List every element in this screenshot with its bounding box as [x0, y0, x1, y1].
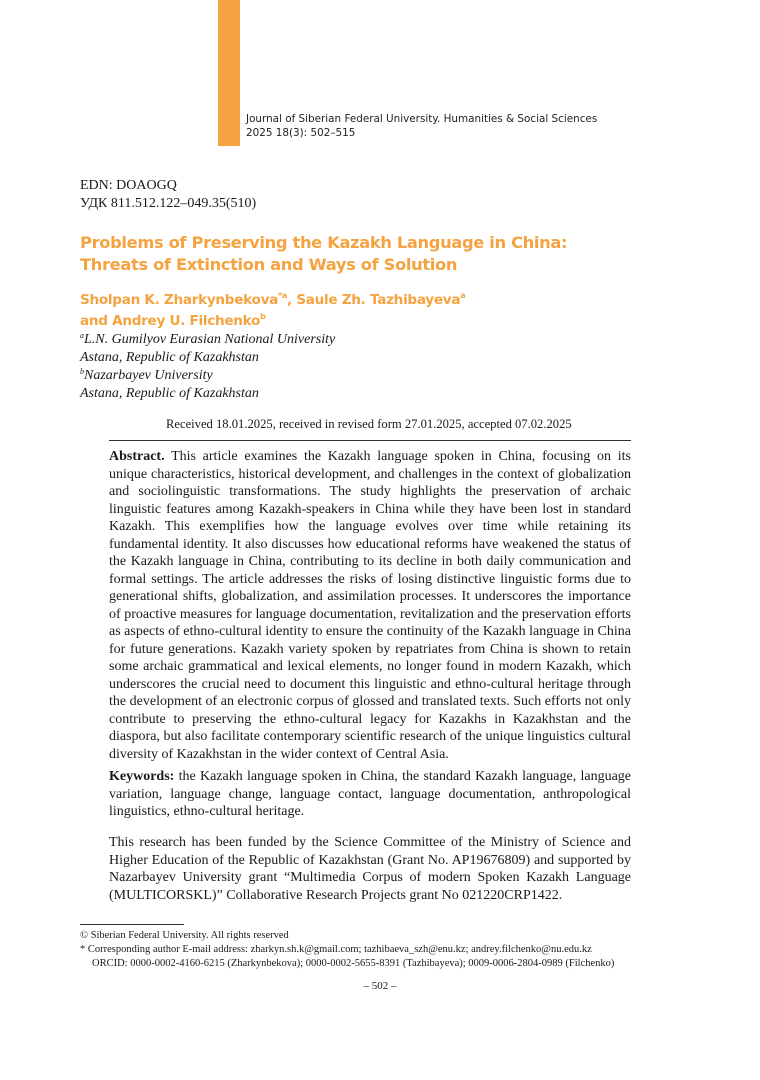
edn-code: EDN: DOAOGQ — [80, 178, 177, 193]
journal-header — [246, 112, 597, 140]
footnote-divider — [80, 924, 184, 925]
author-name: Sholpan K. Zharkynbekova — [80, 292, 279, 308]
author-list — [80, 290, 465, 332]
affiliation-name: $^a$L.N. Gumilyov Eurasian National University — [80, 331, 336, 347]
title-line-1: Problems of Preserving the Kazakh Language in China: — [80, 233, 568, 252]
affiliation-name: $^b$Nazarbayev University — [80, 367, 213, 383]
author-name: Saule Zh. Tazhibayeva — [296, 292, 461, 308]
journal-accent-bar — [218, 0, 240, 146]
authors-line-2 — [80, 311, 465, 332]
affiliation-mark: a — [460, 291, 466, 300]
abstract-divider — [109, 440, 631, 441]
author-name: and Andrey U. Filchenko — [80, 313, 261, 329]
keywords-text: the Kazakh language spoken in China, the standard Kazakh language, language variation, language change, language contact, language documentation, anthropological linguistics, ethno-cultural heritage. — [109, 769, 631, 819]
udk-code: УДК 811.512.122–049.35(510) — [80, 195, 257, 211]
copyright-note: © Siberian Federal University. All rights reserved — [80, 930, 289, 941]
abstract-label: Abstract. — [109, 449, 165, 464]
orcid-note: ORCID: 0000-0002-4160-6215 (Zharkynbekova); 0000-0002-5655-8391 (Tazhibayeva); 0009-0006-2804-0989 (Filchenko) — [92, 958, 615, 969]
received-dates: Received 18.01.2025, received in revised form 27.01.2025, accepted 07.02.2025 — [166, 417, 572, 431]
title-line-2: Threats of Extinction and Ways of Solution — [80, 255, 458, 274]
abstract-text: This article examines the Kazakh language spoken in China, focusing on its unique characteristics, historical development, and challenges in the context of globalization and sociolinguistic transformations. The study highlights the preservation of archaic linguistic features among Kazakh-speakers in China while they have been lost in standard Kazakh. This exemplifies how the language evolves over time while retaining its fundamental identity. It also discusses how educational reforms have weakened the status of the Kazakh language in China, contributing to its decline in both daily communication and formal settings. The article addresses the risks of losing distinctive linguistic forms due to generational shifts, globalization, and assimilation processes. It underscores the importance of proactive measures for language documentation, revitalization and the preservation efforts as aspects of ethno-cultural identity to ensure the continuity of the Kazakh language in China for future generations. Kazakh variety spoken by repatriates from China is shown to retain some archaic grammatical and lexical elements, no longer found in modern Kazakh, which underscores the crucial need to document this linguistic and ethno-cultural heritage through the development of an electronic corpus of glossed and translated texts. Such efforts not only contribute to preserving the ethno-cultural legacy for Kazakhs in Kazakhstan and the diaspora, but also facilitate contemporary scientific research of the unique linguistics cultural diversity of Kazakhstan in the wider context of Central Asia. — [109, 449, 631, 762]
footnotes — [80, 929, 614, 971]
journal-name: Journal of Siberian Federal University. Humanities & Social Sciences — [246, 113, 598, 125]
author-separator: , — [287, 292, 297, 308]
affiliation-mark: b — [260, 312, 266, 321]
page-number: – 502 – — [363, 980, 397, 992]
affiliation-mark: a — [80, 331, 84, 340]
affiliations — [80, 331, 335, 403]
affiliation-place: Astana, Republic of Kazakhstan — [80, 386, 259, 401]
affiliation-place: Astana, Republic of Kazakhstan — [80, 350, 259, 365]
authors-line-1 — [80, 290, 465, 311]
article-title — [80, 232, 567, 276]
keywords-label: Keywords: — [109, 769, 175, 784]
article-identifiers — [80, 177, 256, 212]
corresponding-author-note: * Corresponding author E-mail address: zharkyn.sh.k@gmail.com; tazhibaeva_szh@enu.kz; andrey.filchenko@nu.edu.kz — [80, 944, 592, 955]
abstract — [109, 448, 631, 763]
journal-issue: 2025 18(3): 502–515 — [246, 127, 356, 139]
affiliation-mark: b — [80, 367, 84, 376]
funding-statement: This research has been funded by the Science Committee of the Ministry of Science and Higher Education of the Republic of Kazakhstan (Grant No. AP19676809) and supported by Nazarbayev University grant “Multimedia Corpus of modern Spoken Kazakh Language (MULTICORSKL)” Collaborative Research Projects grant No 021220CRP1422. — [109, 835, 631, 903]
affiliation-mark: *a — [278, 291, 287, 300]
keywords — [109, 768, 631, 821]
